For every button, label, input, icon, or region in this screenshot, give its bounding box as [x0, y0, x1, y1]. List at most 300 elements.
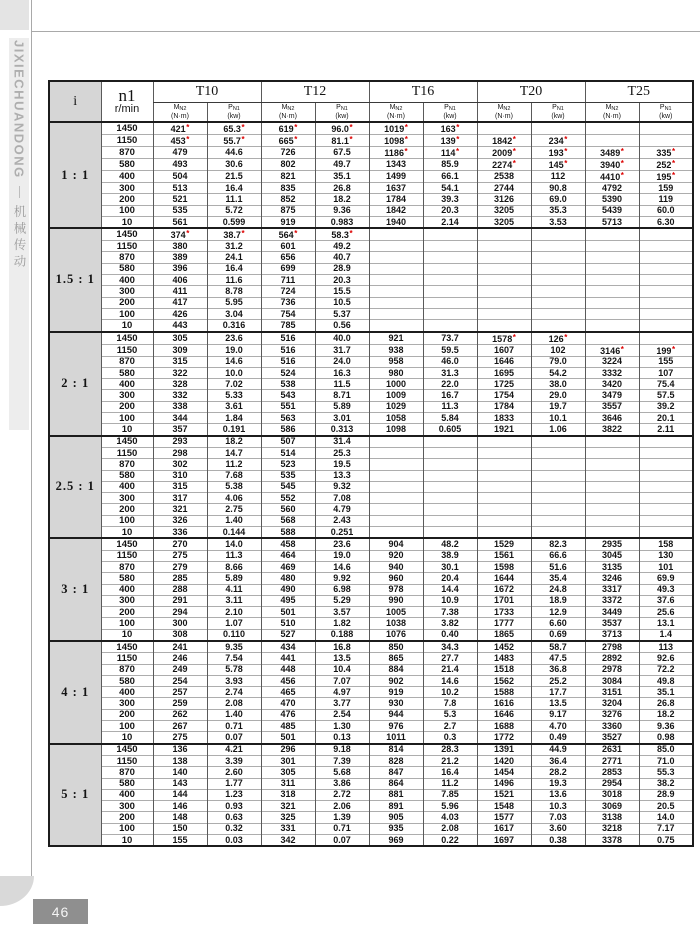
speed-cell: 300	[101, 183, 153, 194]
value-cell	[585, 135, 639, 147]
value-cell: 3069	[585, 801, 639, 812]
value-cell: 195*	[639, 171, 693, 183]
value-cell: 5.3	[423, 709, 477, 720]
value-cell: 10.2	[423, 687, 477, 698]
value-cell: 3204	[585, 698, 639, 709]
value-cell	[423, 286, 477, 297]
value-cell: 2538	[477, 171, 531, 183]
value-cell: 3449	[585, 607, 639, 618]
value-cell: 3.82	[423, 618, 477, 629]
value-cell: 28.9	[639, 789, 693, 800]
value-cell: 30.6	[207, 159, 261, 171]
header-speed-cell	[101, 81, 153, 122]
value-cell: 20.5	[639, 801, 693, 812]
value-cell: 17.7	[531, 687, 585, 698]
speed-cell: 1150	[101, 447, 153, 458]
speed-cell: 1450	[101, 744, 153, 756]
value-cell: 443	[153, 320, 207, 332]
value-cell: 6.30	[639, 216, 693, 228]
value-cell: 321	[261, 801, 315, 812]
table-row	[49, 320, 693, 332]
speed-cell: 300	[101, 698, 153, 709]
value-cell: 3151	[585, 687, 639, 698]
value-cell: 65.3*	[207, 122, 261, 135]
value-cell: 18.2	[315, 194, 369, 205]
value-cell: 24.1	[207, 252, 261, 263]
value-cell: 39.2	[639, 401, 693, 412]
value-cell	[585, 228, 639, 241]
asterisk-marker: *	[620, 147, 624, 156]
value-cell: 357	[153, 424, 207, 436]
value-cell: 1.40	[207, 709, 261, 720]
value-cell: 55.3	[639, 767, 693, 778]
value-cell	[423, 308, 477, 319]
value-cell: 969	[369, 835, 423, 847]
value-cell	[639, 515, 693, 526]
value-cell: 884	[369, 664, 423, 675]
value-cell: 1578*	[477, 332, 531, 345]
speed-cell: 100	[101, 515, 153, 526]
table-row	[49, 447, 693, 458]
value-cell	[423, 252, 477, 263]
asterisk-marker: *	[404, 147, 408, 156]
value-cell: 344	[153, 413, 207, 424]
value-cell: 21.2	[423, 755, 477, 766]
value-cell: 1588	[477, 687, 531, 698]
value-cell	[477, 481, 531, 492]
asterisk-marker: *	[349, 229, 353, 239]
value-cell: 10.3	[531, 801, 585, 812]
value-cell: 1577	[477, 812, 531, 823]
table-row	[49, 812, 693, 823]
value-cell: 1833	[477, 413, 531, 424]
speed-cell: 1150	[101, 241, 153, 252]
value-cell	[639, 527, 693, 539]
value-cell: 298	[153, 447, 207, 458]
value-cell: 73.7	[423, 332, 477, 345]
speed-cell: 400	[101, 379, 153, 390]
value-cell: 3018	[585, 789, 639, 800]
value-cell: 47.5	[531, 653, 585, 664]
value-cell: 920	[369, 550, 423, 561]
value-cell	[423, 263, 477, 274]
asterisk-marker: *	[186, 229, 190, 239]
value-cell: 8.78	[207, 286, 261, 297]
value-cell: 259	[153, 698, 207, 709]
power-subheader	[639, 103, 693, 123]
value-cell	[477, 297, 531, 308]
value-cell: 342	[261, 835, 315, 847]
value-cell: 891	[369, 801, 423, 812]
value-cell	[369, 308, 423, 319]
value-cell: 114*	[423, 147, 477, 159]
value-cell: 66.1	[423, 171, 477, 183]
table-row	[49, 205, 693, 216]
value-cell: 3.39	[207, 755, 261, 766]
torque-subheader-symbol: $M_{N2}$	[497, 104, 511, 112]
value-cell: 2.43	[315, 515, 369, 526]
value-cell: 1617	[477, 823, 531, 834]
value-cell	[531, 515, 585, 526]
value-cell: 20.1	[639, 413, 693, 424]
value-cell	[477, 504, 531, 515]
speed-cell: 400	[101, 584, 153, 595]
value-cell	[585, 493, 639, 504]
asterisk-marker: *	[620, 171, 624, 180]
value-cell: 852	[261, 194, 315, 205]
value-cell: 10.9	[423, 595, 477, 606]
value-cell	[639, 459, 693, 470]
value-cell	[477, 515, 531, 526]
value-cell: 1672	[477, 584, 531, 595]
table-row	[49, 653, 693, 664]
value-cell: 1019*	[369, 122, 423, 135]
value-cell	[585, 527, 639, 539]
value-cell: 26.8	[315, 183, 369, 194]
table-row	[49, 550, 693, 561]
value-cell	[639, 493, 693, 504]
value-cell	[531, 286, 585, 297]
value-cell: 27.7	[423, 653, 477, 664]
value-cell: 736	[261, 297, 315, 308]
value-cell	[369, 252, 423, 263]
speed-cell: 1450	[101, 436, 153, 448]
value-cell	[639, 241, 693, 252]
value-cell	[585, 297, 639, 308]
speed-cell: 870	[101, 459, 153, 470]
value-cell: 0.69	[531, 629, 585, 641]
table-row	[49, 778, 693, 789]
value-cell: 1.40	[207, 515, 261, 526]
value-cell: 850	[369, 641, 423, 653]
value-cell	[531, 436, 585, 448]
value-cell: 7.03	[531, 812, 585, 823]
value-cell: 19.3	[531, 778, 585, 789]
value-cell: 754	[261, 308, 315, 319]
value-cell	[585, 459, 639, 470]
table-row	[49, 823, 693, 834]
value-cell: 23.6	[207, 332, 261, 345]
value-cell: 246	[153, 653, 207, 664]
value-cell: 9.35	[207, 641, 261, 653]
value-cell: 5713	[585, 216, 639, 228]
value-cell: 3489*	[585, 147, 639, 159]
table-row	[49, 709, 693, 720]
power-subheader-unit: (kw)	[443, 113, 457, 120]
value-cell: 31.2	[207, 241, 261, 252]
asterisk-marker: *	[241, 229, 245, 239]
table-row	[49, 308, 693, 319]
value-cell: 1646	[477, 356, 531, 367]
value-cell	[585, 241, 639, 252]
value-cell: 2.11	[639, 424, 693, 436]
asterisk-marker: *	[349, 123, 353, 132]
footer-curve-decoration	[0, 876, 34, 906]
table-row	[49, 607, 693, 618]
value-cell: 2.72	[315, 789, 369, 800]
table-row	[49, 470, 693, 481]
torque-subheader-symbol: $M_{N2}$	[605, 104, 619, 112]
asterisk-marker: *	[620, 344, 624, 354]
value-cell: 1496	[477, 778, 531, 789]
ratio-cell: 1 : 1	[49, 122, 101, 228]
value-cell	[477, 286, 531, 297]
table-row	[49, 595, 693, 606]
value-cell	[423, 447, 477, 458]
value-cell: 1561	[477, 550, 531, 561]
ratio-cell: 4 : 1	[49, 641, 101, 744]
value-cell: 3537	[585, 618, 639, 629]
value-cell: 5.78	[207, 664, 261, 675]
table-row	[49, 573, 693, 584]
value-cell	[477, 275, 531, 286]
value-cell: 586	[261, 424, 315, 436]
asterisk-marker: *	[564, 159, 568, 168]
value-cell: 2954	[585, 778, 639, 789]
value-cell	[477, 241, 531, 252]
value-cell: 7.38	[423, 607, 477, 618]
value-cell: 501	[261, 607, 315, 618]
value-cell: 4.79	[315, 504, 369, 515]
value-cell	[639, 332, 693, 345]
value-cell: 1454	[477, 767, 531, 778]
value-cell: 285	[153, 573, 207, 584]
value-cell: 724	[261, 286, 315, 297]
table-body	[49, 122, 693, 846]
value-cell	[639, 436, 693, 448]
value-cell: 29.0	[531, 390, 585, 401]
value-cell: 1695	[477, 367, 531, 378]
value-cell: 0.22	[423, 835, 477, 847]
speed-cell: 1450	[101, 122, 153, 135]
power-subheader	[315, 103, 369, 123]
value-cell: 49.8	[639, 675, 693, 686]
value-cell: 7.08	[315, 493, 369, 504]
value-cell: 1452	[477, 641, 531, 653]
table-row	[49, 379, 693, 390]
value-cell: 267	[153, 721, 207, 732]
value-cell: 421*	[153, 122, 207, 135]
torque-subheader-unit: (N·m)	[495, 113, 513, 120]
value-cell: 656	[261, 252, 315, 263]
speed-cell: 10	[101, 629, 153, 641]
page-number: 46	[51, 903, 70, 920]
value-cell: 49.2	[315, 241, 369, 252]
value-cell: 514	[261, 447, 315, 458]
table-row	[49, 801, 693, 812]
value-cell: 1725	[477, 379, 531, 390]
value-cell: 159	[639, 183, 693, 194]
value-cell: 978	[369, 584, 423, 595]
value-cell: 4.70	[531, 721, 585, 732]
value-cell: 252*	[639, 159, 693, 171]
performance-ratings-table	[48, 80, 694, 847]
value-cell: 1646	[477, 709, 531, 720]
value-cell	[531, 263, 585, 274]
table-row	[49, 584, 693, 595]
asterisk-marker: *	[564, 332, 568, 342]
value-cell: 2771	[585, 755, 639, 766]
value-cell: 28.9	[315, 263, 369, 274]
table-row	[49, 332, 693, 345]
value-cell: 1098	[369, 424, 423, 436]
value-cell: 7.07	[315, 675, 369, 686]
value-cell: 513	[153, 183, 207, 194]
value-cell: 14.0	[639, 812, 693, 823]
table-row	[49, 263, 693, 274]
value-cell	[585, 447, 639, 458]
value-cell: 4.21	[207, 744, 261, 756]
value-cell	[369, 228, 423, 241]
value-cell: 11.2	[423, 778, 477, 789]
value-cell: 51.6	[531, 561, 585, 572]
value-cell: 0.38	[531, 835, 585, 847]
value-cell: 847	[369, 767, 423, 778]
value-cell: 406	[153, 275, 207, 286]
value-cell: 1.4	[639, 629, 693, 641]
power-subheader-symbol: $P_{N1}$	[552, 104, 564, 112]
torque-subheader-symbol: $M_{N2}$	[389, 104, 403, 112]
asterisk-marker: *	[512, 147, 516, 156]
value-cell: 9.92	[315, 573, 369, 584]
value-cell: 456	[261, 675, 315, 686]
value-cell: 85.9	[423, 159, 477, 171]
value-cell: 0.191	[207, 424, 261, 436]
speed-cell: 200	[101, 401, 153, 412]
value-cell	[423, 275, 477, 286]
value-cell: 270	[153, 538, 207, 550]
speed-cell: 870	[101, 767, 153, 778]
value-cell: 31.4	[315, 436, 369, 448]
value-cell: 48.2	[423, 538, 477, 550]
value-cell: 10.0	[207, 367, 261, 378]
value-cell: 380	[153, 241, 207, 252]
value-cell	[639, 470, 693, 481]
value-cell: 18.2	[639, 709, 693, 720]
value-cell: 1058	[369, 413, 423, 424]
value-cell: 24.0	[315, 356, 369, 367]
value-cell	[423, 470, 477, 481]
table-row	[49, 252, 693, 263]
value-cell	[585, 504, 639, 515]
value-cell: 21.5	[207, 171, 261, 183]
value-cell: 905	[369, 812, 423, 823]
value-cell: 2009*	[477, 147, 531, 159]
value-cell: 564*	[261, 228, 315, 241]
value-cell: 102	[531, 344, 585, 356]
power-subheader-unit: (kw)	[227, 113, 241, 120]
speed-cell: 100	[101, 205, 153, 216]
value-cell: 325	[261, 812, 315, 823]
asterisk-marker: *	[294, 123, 298, 132]
value-cell: 1865	[477, 629, 531, 641]
ratio-cell: 2.5 : 1	[49, 436, 101, 539]
value-cell: 5.84	[423, 413, 477, 424]
value-cell: 1.06	[531, 424, 585, 436]
table-row	[49, 755, 693, 766]
value-cell: 0.93	[207, 801, 261, 812]
value-cell: 67.5	[315, 147, 369, 159]
value-cell: 865	[369, 653, 423, 664]
value-cell: 55.7*	[207, 135, 261, 147]
value-cell: 81.1*	[315, 135, 369, 147]
value-cell: 20.3	[423, 205, 477, 216]
value-cell: 545	[261, 481, 315, 492]
speed-cell: 1150	[101, 135, 153, 147]
value-cell: 8.66	[207, 561, 261, 572]
value-cell: 3146*	[585, 344, 639, 356]
value-cell: 14.7	[207, 447, 261, 458]
value-cell: 13.3	[315, 470, 369, 481]
value-cell: 318	[261, 789, 315, 800]
value-cell: 6.98	[315, 584, 369, 595]
value-cell	[639, 447, 693, 458]
table-row	[49, 228, 693, 241]
value-cell: 3317	[585, 584, 639, 595]
value-cell: 14.4	[423, 584, 477, 595]
value-cell: 1076	[369, 629, 423, 641]
value-cell: 1607	[477, 344, 531, 356]
value-cell: 1784	[369, 194, 423, 205]
asterisk-marker: *	[241, 135, 245, 144]
value-cell	[531, 504, 585, 515]
value-cell: 1011	[369, 732, 423, 744]
value-cell: 1.30	[315, 721, 369, 732]
asterisk-marker: *	[512, 332, 516, 342]
value-cell: 958	[369, 356, 423, 367]
value-cell: 1562	[477, 675, 531, 686]
value-cell: 0.316	[207, 320, 261, 332]
value-cell: 309	[153, 344, 207, 356]
value-cell: 588	[261, 527, 315, 539]
value-cell: 3822	[585, 424, 639, 436]
table-row	[49, 122, 693, 135]
value-cell: 665*	[261, 135, 315, 147]
value-cell: 619*	[261, 122, 315, 135]
value-cell: 3135	[585, 561, 639, 572]
speed-cell: 400	[101, 275, 153, 286]
table-row	[49, 183, 693, 194]
speed-cell: 580	[101, 675, 153, 686]
value-cell: 2.14	[423, 216, 477, 228]
value-cell	[531, 493, 585, 504]
value-cell: 310	[153, 470, 207, 481]
value-cell: 3.77	[315, 698, 369, 709]
value-cell: 326	[153, 515, 207, 526]
table-row	[49, 171, 693, 183]
value-cell: 1688	[477, 721, 531, 732]
value-cell: 69.9	[639, 573, 693, 584]
value-cell: 25.6	[639, 607, 693, 618]
value-cell: 821	[261, 171, 315, 183]
value-cell: 476	[261, 709, 315, 720]
value-cell: 469	[261, 561, 315, 572]
value-cell: 10.5	[315, 297, 369, 308]
speed-cell: 200	[101, 812, 153, 823]
value-cell: 5.38	[207, 481, 261, 492]
value-cell	[423, 297, 477, 308]
value-cell: 875	[261, 205, 315, 216]
value-cell: 0.63	[207, 812, 261, 823]
power-subheader-unit: (kw)	[551, 113, 565, 120]
value-cell: 3557	[585, 401, 639, 412]
value-cell: 3646	[585, 413, 639, 424]
value-cell: 5.68	[315, 767, 369, 778]
value-cell: 568	[261, 515, 315, 526]
value-cell: 802	[261, 159, 315, 171]
value-cell: 18.2	[207, 436, 261, 448]
value-cell: 1598	[477, 561, 531, 572]
